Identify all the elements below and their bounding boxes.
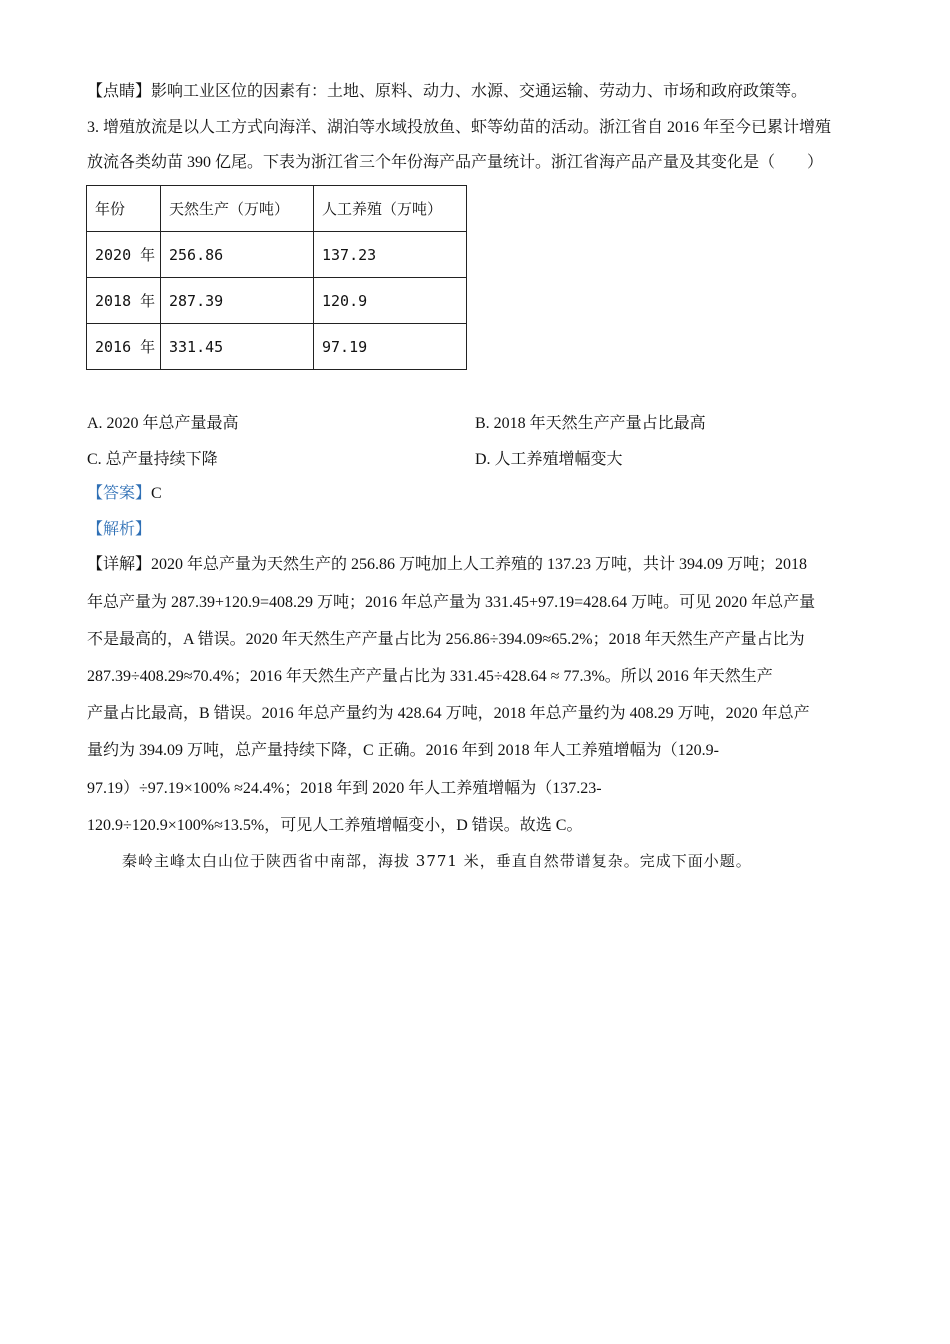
option-c: C. 总产量持续下降 xyxy=(87,451,218,468)
option-d: D. 人工养殖增幅变大 xyxy=(475,451,623,468)
analysis-tag: 【解析】 xyxy=(87,521,152,538)
table-row xyxy=(87,232,467,278)
detail-line: 产量占比最高，B 错误。2016 年总产量约为 428.64 万吨，2018 年总产量约为 408.29 万吨，2020 年总产 xyxy=(87,705,810,722)
table-cell: 97.19 xyxy=(314,324,467,370)
table-header-cell: 年份 xyxy=(87,186,161,232)
detail-line: 量约为 394.09 万吨，总产量持续下降，C 正确。2016 年到 2018 年人工养殖增幅为（120.9- xyxy=(87,742,720,759)
table-row xyxy=(87,278,467,324)
dianjing-tag: 【点睛】 xyxy=(87,83,152,100)
detail-line: 97.19）÷97.19×100% ≈24.4%；2018 年到 2020 年人工养殖增幅为（137.23- xyxy=(87,780,602,797)
answer-tag: 【答案】 xyxy=(87,485,152,502)
detail-line: 120.9÷120.9×100%≈13.5%，可见人工养殖增幅变小，D 错误。故选 C。 xyxy=(87,817,583,834)
answer-value: C xyxy=(151,485,162,502)
table-row xyxy=(87,324,467,370)
detail-tag: 【详解】 xyxy=(87,556,152,573)
table-cell: 331.45 xyxy=(161,324,314,370)
table-cell: 256.86 xyxy=(161,232,314,278)
option-a: A. 2020 年总产量最高 xyxy=(87,415,239,432)
table-header-cell: 人工养殖（万吨） xyxy=(314,186,467,232)
table-cell: 2018 年 xyxy=(87,278,161,324)
question-line-1: 3. 增殖放流是以人工方式向海洋、湖泊等水域投放鱼、虾等幼苗的活动。浙江省自 2016 年至今已累计增殖 xyxy=(87,119,832,136)
detail-line: 年总产量为 287.39+120.9=408.29 万吨；2016 年总产量为 331.45+97.19=428.64 万吨。可见 2020 年总产量 xyxy=(87,594,816,611)
detail-line: 287.39÷408.29≈70.4%；2016 年天然生产产量占比为 331.45÷428.64 ≈ 77.3%。所以 2016 年天然生产 xyxy=(87,668,773,685)
table-cell: 120.9 xyxy=(314,278,467,324)
table-cell: 2020 年 xyxy=(87,232,161,278)
detail-line: 不是最高的，A 错误。2020 年天然生产产量占比为 256.86÷394.09≈65.2%；2018 年天然生产产量占比为 xyxy=(87,631,805,648)
detail-text: 2020 年总产量为天然生产的 256.86 万吨加上人工养殖的 137.23 万吨，共计 394.09 万吨；2018 xyxy=(151,556,808,573)
dianjing-text: 影响工业区位的因素有：土地、原料、动力、水源、交通运输、劳动力、市场和政府政策等。 xyxy=(151,83,808,100)
dianjing-line xyxy=(87,82,807,102)
table-cell: 287.39 xyxy=(161,278,314,324)
table-cell: 137.23 xyxy=(314,232,467,278)
table-header-cell: 天然生产（万吨） xyxy=(161,186,314,232)
next-question-intro: 秦岭主峰太白山位于陕西省中南部，海拔 3771 米，垂直自然带谱复杂。完成下面小题。 xyxy=(122,852,752,870)
detail-line xyxy=(87,555,807,575)
production-table xyxy=(86,185,467,370)
option-b: B. 2018 年天然生产产量占比最高 xyxy=(475,415,706,432)
table-cell: 2016 年 xyxy=(87,324,161,370)
answer-line xyxy=(87,484,162,504)
question-line-2: 放流各类幼苗 390 亿尾。下表为浙江省三个年份海产品产量统计。浙江省海产品产量及其变化是（ ） xyxy=(87,154,824,171)
table-header-row xyxy=(87,186,467,232)
